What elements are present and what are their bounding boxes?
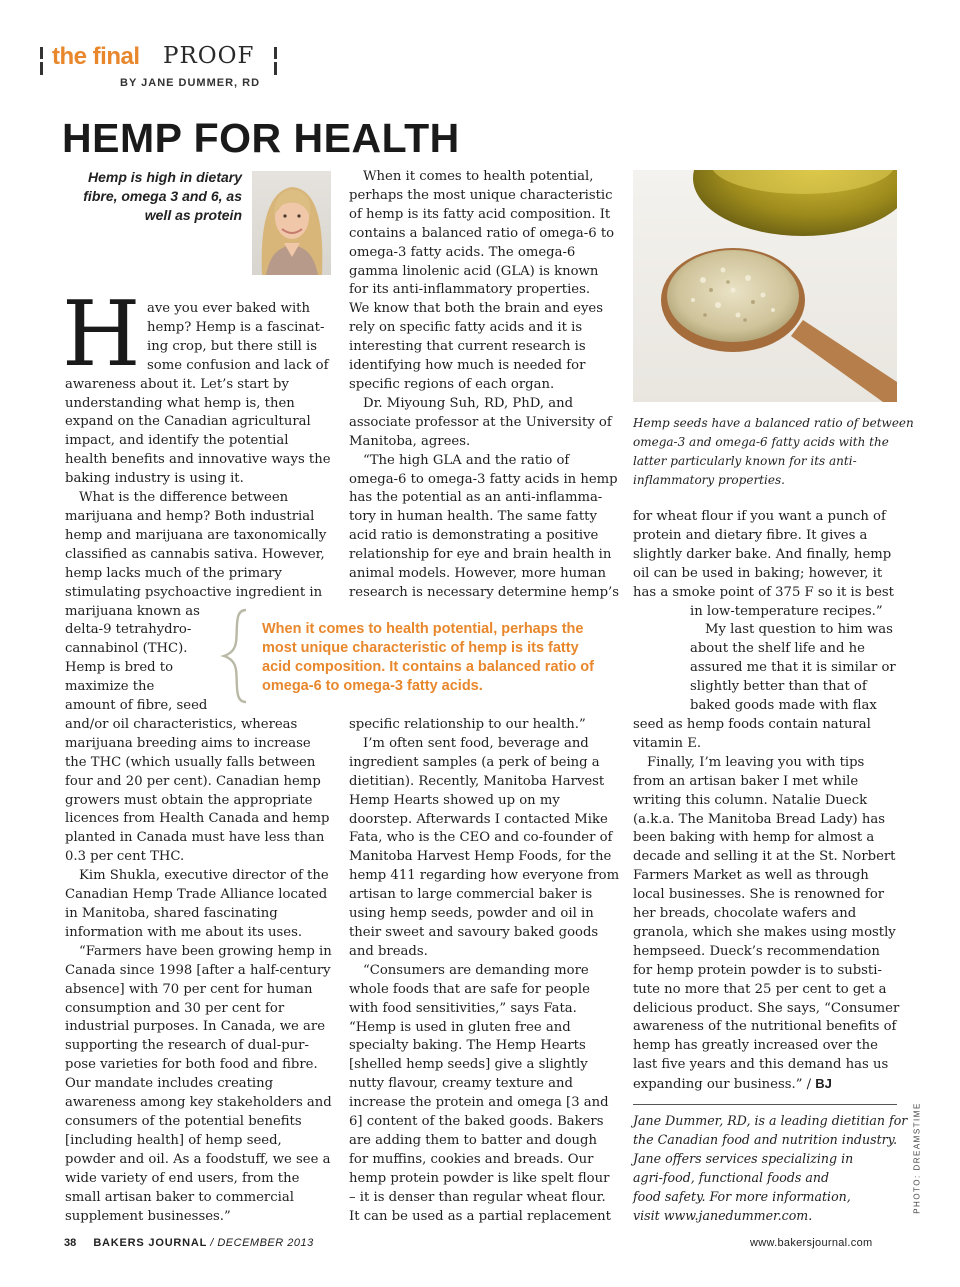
pullquote-brace (218, 606, 254, 706)
paragraph: Finally, I’m leaving you with tips from an artisan baker I met while writing this column. Natalie Dueck (a.k.a. The Manitoba Bread Lady) has been baking with hemp for almost a decade and selling it at the St. Norbert Farmers Market as well as through local businesses. She is renowned for her breads, chocolate wafers and granola, which she makes using mostly hempseed. Dueck’s recommendation for hemp protein powder is to substi- tute no more that 25 per cent to get a delicious product. She says, “Consumer awareness of the nutritional benefits of hemp has greatly increased over the last five years and this demand has us expanding our business.” / BJ (633, 754, 900, 1093)
header-bar-left (40, 47, 43, 75)
section-name-proof: PROOF (163, 43, 255, 69)
pull-quote: When it comes to health potential, perhaps the most unique characteristic of hemp is its fatty acid composition. It contains a balanced ratio of omega-6 to omega-3 fatty acids. (262, 621, 594, 694)
paragraph: “Consumers are demanding more whole foods that are safe for people with food sensitivities,” says Fata. “Hemp is used in gluten free and specialty baking. The Hemp Hearts [shelled hemp seeds] give a slightly nutty flavour, creamy texture and increase the protein and omega [3 and 6] content of the baked goods. Bakers are adding them to batter and dough for muffins, cookies and breads. Our hemp protein powder is like spelt flour – it is denser than regular wheat flour. It can be used as a partial replacement (349, 962, 611, 1224)
bio-divider (633, 1104, 897, 1105)
paragraph: My last question to him was about the shelf life and he assured me that it is similar or slightly better than that of baked goods made with flax seed as hemp foods contain natural vitamin E. (633, 622, 896, 751)
paragraph: Dr. Miyoung Suh, RD, PhD, and associate professor at the University of Manitoba, agrees. (349, 395, 612, 449)
article-deck: Hemp is high in dietary fibre, omega 3 and 6, as well as protein (83, 169, 242, 223)
signoff: BJ (815, 1076, 832, 1092)
author-bio: Jane Dummer, RD, is a leading dietitian for the Canadian food and nutrition industry. Jane offers services specializing in agri-food, functional foods and food safety. For more information, visit www.janedummer.com. (633, 1113, 908, 1223)
header-bar-right (274, 47, 277, 75)
footer-left (64, 1237, 314, 1249)
photo-caption: Hemp seeds have a balanced ratio of between omega-3 and omega-6 fatty acids with the latter particularly known for its anti- inflammatory properties. (633, 416, 914, 487)
column-2-bottom (349, 716, 619, 1226)
photo-credit: PHOTO: DREAMSTIME (912, 1101, 922, 1214)
hemp-seed-photo (633, 170, 897, 402)
paragraph: “Farmers have been growing hemp in Canada since 1998 [after a half-century absence] with 70 per cent for human consumption and 30 per cent for industrial purposes. In Canada, we are supporting the research of dual-pur- pose varieties for both food and fibre. Our mandate includes creating awareness among key stakeholders and consumers of the potential benefits [including health] of hemp seed, powder and oil. As a foodstuff, we see a wide variety of end users, from the small artisan baker to commercial supplement businesses.” (65, 943, 332, 1224)
paragraph: What is the difference between marijuana and hemp? Both industrial hemp and marijuana are taxonomically classified as cannabis sativa. However, hemp lacks much of the primary stimulating psychoactive ingredient in marijuana known as delta-9 tetrahydro- cannabinol (THC). Hemp is bred to maximize the amount of fibre, seed and/or oil characteristics, whereas marijuana breeding aims to increase the THC (which usually falls between four and 20 per cent). Canadian hemp growers must obtain the appropriate licences from Health Canada and hemp planted in Canada must have less than 0.3 per cent THC. (65, 490, 330, 865)
paragraph: Kim Shukla, executive director of the Canadian Hemp Trade Alliance located in Manitoba, shared fascinating information with me about its uses. (65, 868, 329, 940)
column-1 (65, 300, 335, 1226)
footer-url[interactable]: www.bakersjournal.com (750, 1237, 873, 1249)
paragraph: specific relationship to our health.” (349, 717, 586, 732)
drop-cap: H (62, 282, 141, 387)
author-portrait (252, 171, 331, 275)
paragraph: “The high GLA and the ratio of omega-6 to omega-3 fatty acids in hemp has the potential as an anti-inflamma- tory in human health. The same fatty acid ratio is demonstrating a positive relationship for eye and brain health in animal models. However, more human research is necessary determine hemp’s (349, 452, 619, 600)
byline: BY JANE DUMMER, RD (120, 77, 261, 89)
paragraph: I’m often sent food, beverage and ingredient samples (a perk of being a dietitian). Recently, Manitoba Harvest Hemp Hearts showed up on my doorstep. Afterwards I contacted Mike Fata, who is the CEO and co-founder of Manitoba Harvest Hemp Foods, for the hemp 411 regarding how everyone from artisan to large commercial baker is using hemp seeds, powder and oil in their sweet and savoury baked goods and breads. (349, 735, 620, 959)
issue-date: / DECEMBER 2013 (210, 1237, 314, 1249)
section-name: the final (52, 43, 140, 70)
column-3 (633, 508, 903, 1095)
magazine-name: BAKERS JOURNAL (93, 1237, 208, 1249)
paragraph: for wheat flour if you want a punch of protein and dietary fibre. It gives a slightly darker bake. And finally, hemp oil can be used in baking; however, it has a smoke point of 375 F so it is best in low-temperature recipes.” (633, 509, 894, 619)
column-2-top (349, 168, 619, 603)
page-number: 38 (64, 1237, 77, 1249)
paragraph: When it comes to health potential, perhaps the most unique characteristic of hemp is its fatty acid composition. It contains a balanced ratio of omega-6 to omega-3 fatty acids. The omega-6 gamma linolenic acid (GLA) is known for its anti-inflammatory properties. We know that both the brain and eyes rely on specific fatty acids and it is interesting that current research is identifying how much is needed for specific regions of each organ. (349, 169, 615, 392)
paragraph: ave you ever baked with hemp? Hemp is a fascinat- ing crop, but there still is some confusion and lack of awareness about it. Let’s start by understanding what hemp is, then expand on the Canadian agricultural impact, and identify the potential health benefits and innovative ways the baking industry is using it. (65, 301, 331, 487)
article-title: HEMP FOR HEALTH (62, 115, 460, 161)
